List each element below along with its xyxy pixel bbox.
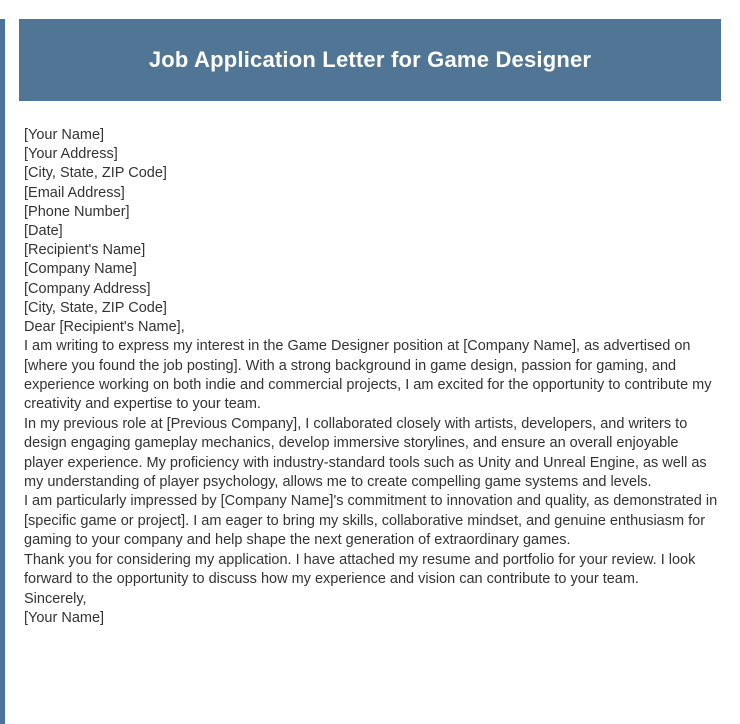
sender-line: [Your Address] — [24, 146, 118, 163]
sender-line: [Your Name] — [24, 127, 105, 143]
recipient-line: [Recipient's Name] — [24, 242, 146, 259]
closing-line: Sincerely, — [24, 590, 87, 607]
recipient-line: [Company Address] — [24, 280, 151, 297]
recipient-address-block — [24, 241, 720, 318]
letter-paragraph: In my previous role at [Previous Company], I collaborated closely with artists, developers, and writers to design engaging gameplay mechanics, develop immersive storylines, and ensure an overall enjoyable player experience. My proficiency with industry-standard tools such as Unity and Unreal Engine, as well as my understanding of player psychology, allows me to create compelling game systems and levels. — [24, 415, 707, 491]
document-page — [0, 19, 740, 724]
sender-line: [City, State, ZIP Code] — [24, 165, 167, 182]
letter-paragraph: Thank you for considering my application. I have attached my resume and portfolio for your review. I look forward to the opportunity to discuss how my experience and vision can contribute to your team. — [24, 551, 696, 588]
sender-address-block — [24, 126, 720, 241]
letter-paragraph: I am particularly impressed by [Company Name]'s commitment to innovation and quality, as demonstrated in [specific game or project]. I am eager to bring my skills, collaborative mindset, and genuine enthusiasm for gaming to your company and help shape the next generation of extraordinary games. — [24, 493, 718, 549]
salutation: Dear [Recipient's Name], — [24, 319, 185, 336]
sender-line: [Phone Number] — [24, 203, 130, 220]
letter-paragraph: I am writing to express my interest in the Game Designer position at [Company Name], as advertised on [where you found the job posting]. With a strong background in game design, passion for gaming, and experience working on both indie and commercial projects, I am excited for the opportunity to contribute my creativity and expertise to your team. — [24, 338, 712, 413]
page-title: Job Application Letter for Game Designer — [148, 47, 592, 72]
sender-line: [Email Address] — [24, 184, 125, 201]
letter-body — [5, 101, 740, 628]
document-header-banner — [19, 19, 721, 101]
signature-line: [Your Name] — [24, 609, 105, 626]
recipient-line: [City, State, ZIP Code] — [24, 299, 167, 316]
recipient-line: [Company Name] — [24, 261, 137, 278]
sender-line: [Date] — [24, 223, 63, 240]
